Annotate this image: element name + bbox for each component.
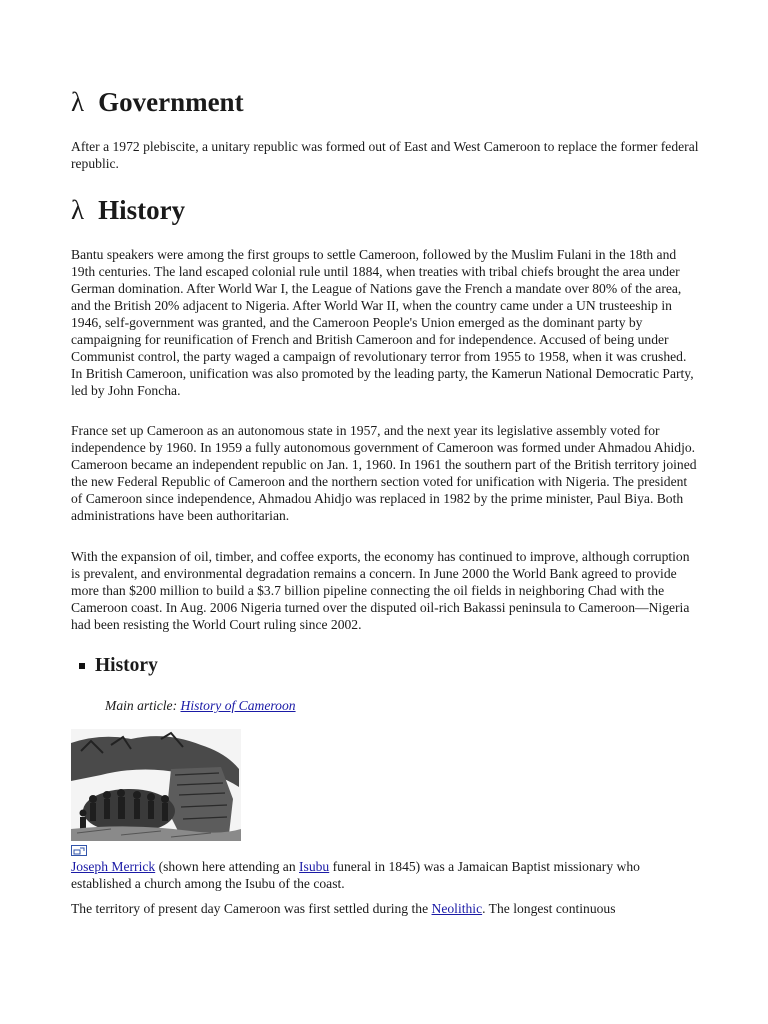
caption-text-1: (shown here attending an <box>155 859 300 874</box>
neolithic-text-pre: The territory of present day Cameroon was first settled during the <box>71 901 432 916</box>
government-paragraph: After a 1972 plebiscite, a unitary republic was formed out of East and West Cameroon to replace the former federal republic. <box>71 139 699 171</box>
square-bullet-icon <box>79 663 85 669</box>
subheading-history <box>79 654 158 678</box>
caption-text-2: funeral in 1845) was a Jamaican Baptist missionary who established a church among the Isubu of the coast. <box>71 859 640 891</box>
history-paragraph-2: France set up Cameroon as an autonomous state in 1957, and the next year its legislative assembly voted for independence by 1960. In 1959 a fully autonomous government of Cameroon was formed under Ahmadou Ahidjo. Cameroon became an independent republic on Jan. 1, 1960. In 1961 the southern part of the British territory joined the new Federal Republic of Cameroon and the northern section voted for unification with Nigeria. The president of Cameroon since independence, Ahmadou Ahidjo was replaced in 1982 by the prime minister, Paul Biya. Both administrations have been authoritarian. <box>71 423 697 523</box>
heading-government <box>71 86 244 118</box>
joseph-merrick-link[interactable]: Joseph Merrick <box>71 859 156 874</box>
heading-history-text: History <box>98 195 186 225</box>
lambda-bullet-icon: λ <box>71 87 85 117</box>
enlarge-image-icon[interactable] <box>71 845 87 856</box>
heading-government-text: Government <box>98 87 244 117</box>
lambda-bullet-icon: λ <box>71 195 85 225</box>
neolithic-paragraph <box>71 900 701 917</box>
isubu-link[interactable]: Isubu <box>299 859 330 874</box>
history-paragraph-1: Bantu speakers were among the first groups to settle Cameroon, followed by the Muslim Fulani in the 18th and 19th centuries. The land escaped colonial rule until 1884, when treaties with tribal chiefs brought the area under German domination. After World War I, the League of Nations gave the French a mandate over 80% of the area, and the British 20% adjacent to Nigeria. After World War II, when the country came under a UN trusteeship in 1946, self-government was granted, and the Cameroon People's Union emerged as the dominant party by campaigning for reunification of French and British Cameroon and for independence. Accused of being under Communist control, the party waged a campaign of revolutionary terror from 1955 to 1958, when it was crushed. In British Cameroon, unification was also promoted by the leading party, the Kamerun National Democratic Party, led by John Foncha. <box>71 247 694 398</box>
figure-caption <box>71 858 701 892</box>
heading-history <box>71 194 185 226</box>
history-of-cameroon-link[interactable]: History of Cameroon <box>180 698 296 713</box>
neolithic-link[interactable]: Neolithic <box>431 901 483 916</box>
history-paragraph-3: With the expansion of oil, timber, and coffee exports, the economy has continued to improve, although corruption is prevalent, and environmental degradation remains a concern. In June 2000 the World Bank agreed to provide more than $200 million to build a $3.7 billion pipeline connecting the oil fields in neighboring Chad with the Cameroon coast. In Aug. 2006 Nigeria turned over the disputed oil-rich Bakassi peninsula to Cameroon—Nigeria had been resisting the World Court ruling since 2002. <box>71 549 690 632</box>
funeral-engraving-image[interactable] <box>71 729 241 841</box>
subheading-history-text: History <box>95 655 158 676</box>
neolithic-text-post: . The longest continuous <box>482 901 616 916</box>
main-article-note <box>105 697 296 714</box>
main-article-prefix: Main article: <box>105 698 181 713</box>
